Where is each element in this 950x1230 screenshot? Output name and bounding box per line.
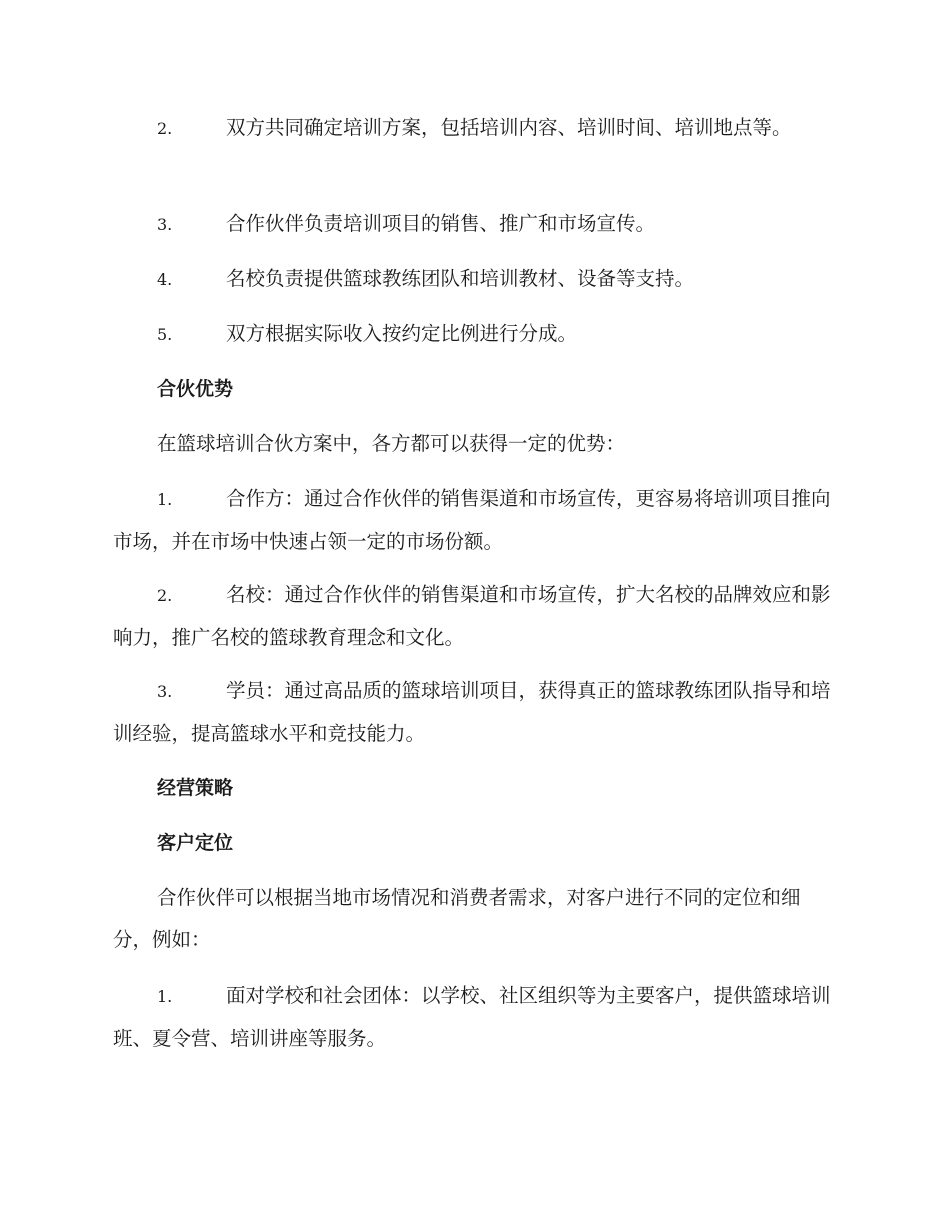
- list-text: 合作方：通过合作伙伴的销售渠道和市场宣传，更容易将培训项目推向市场，并在市场中快速占领一定的市场份额。: [113, 487, 831, 553]
- list-item: [113, 313, 835, 356]
- list-text: 学员：通过高品质的篮球培训项目，获得真正的篮球教练团队指导和培训经验，提高篮球水平和竞技能力。: [113, 679, 831, 745]
- section-heading: 经营策略: [157, 777, 234, 799]
- list-number: 1.: [157, 987, 173, 1006]
- list-item: [113, 670, 835, 755]
- subsection-heading: 客户定位: [157, 832, 234, 854]
- list-number: 2.: [157, 119, 173, 138]
- list-text: 合作伙伴负责培训项目的销售、推广和市场宣传。: [226, 212, 656, 235]
- list-text: 名校：通过合作伙伴的销售渠道和市场宣传，扩大名校的品牌效应和影响力，推广名校的篮球教育理念和文化。: [113, 583, 831, 649]
- list-number: 3.: [157, 682, 173, 701]
- list-text: 名校负责提供篮球教练团队和培训教材、设备等支持。: [226, 267, 695, 290]
- list-text: 双方根据实际收入按约定比例进行分成。: [226, 322, 578, 345]
- section-heading: 合伙优势: [157, 378, 234, 400]
- list-text: 双方共同确定培训方案，包括培训内容、培训时间、培训地点等。: [226, 116, 792, 139]
- list-text: 面对学校和社会团体：以学校、社区组织等为主要客户，提供篮球培训班、夏令营、培训讲座等服务。: [113, 984, 831, 1050]
- list-number: 4.: [157, 270, 173, 289]
- paragraph: 在篮球培训合伙方案中，各方都可以获得一定的优势：: [157, 432, 626, 455]
- list-number: 1.: [157, 490, 173, 509]
- list-item: [113, 258, 835, 301]
- list-number: 2.: [157, 586, 173, 605]
- list-item: [113, 107, 835, 150]
- list-item: [113, 478, 835, 563]
- list-item: [113, 574, 835, 659]
- list-item: [113, 975, 835, 1060]
- list-item: [113, 203, 835, 246]
- paragraph: 合作伙伴可以根据当地市场情况和消费者需求，对客户进行不同的定位和细分，例如：: [113, 886, 801, 951]
- list-number: 5.: [157, 325, 173, 344]
- list-number: 3.: [157, 215, 173, 234]
